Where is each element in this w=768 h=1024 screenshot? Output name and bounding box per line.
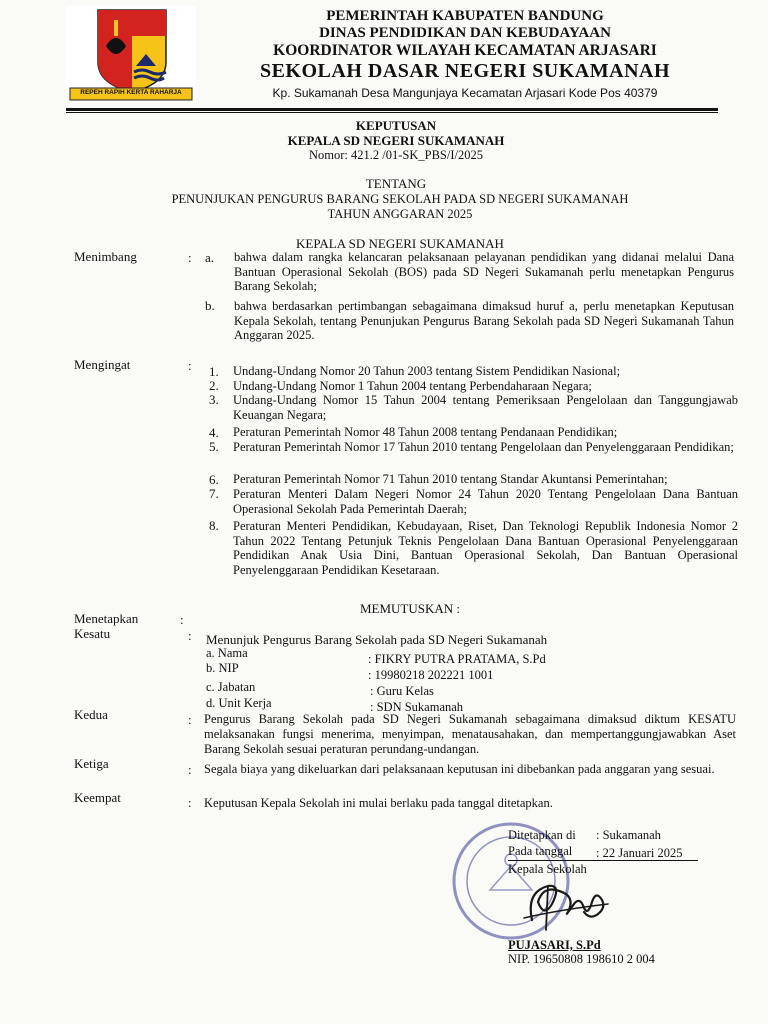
decree-subject-1: PENUNJUKAN PENGURUS BARANG SEKOLAH PADA SD NEGERI SUKAMANAH	[171, 192, 629, 206]
ketiga-text: Segala biaya yang dikeluarkan dari pelaksanaan keputusan ini dibebankan pada anggaran yang sesuai.	[204, 762, 715, 776]
keempat-text: Keputusan Kepala Sekolah ini mulai berlaku pada tanggal ditetapkan.	[204, 796, 553, 810]
signature-date-value: : 22 Januari 2025	[596, 846, 683, 860]
mengingat-item-8: Peraturan Menteri Pendidikan, Kebudayaan, Riset, Dan Teknologi Republik Indonesia Nomor 2 Tahun 2022 Tentang Petunjuk Teknis Pengelolaan Dana Bantuan Operasional Penyelenggaraan Pendidikan Anak Usia Dini, Bantuan Operasional Sekolah, Dan Bantuan Operasional Penyelenggaraan Pendidikan Kesetaraan.	[233, 519, 738, 577]
mengingat-marker-8: 8.	[209, 518, 219, 533]
field-nip-value: : 19980218 202221 1001	[368, 668, 494, 682]
mengingat-item-7: Peraturan Menteri Dalam Negeri Nomor 24 Tahun 2020 Tentang Pengelolaan Dana Bantuan Operasional Sekolah Pada Pemerintah Daerah;	[233, 487, 738, 516]
field-unit-key: d. Unit Kerja	[206, 696, 272, 710]
colon: :	[188, 628, 192, 643]
header-school-name: SEKOLAH DASAR NEGERI SUKAMANAH	[259, 60, 671, 82]
mengingat-marker-3: 3.	[209, 392, 219, 407]
mengingat-item-5: Peraturan Pemerintah Nomor 17 Tahun 2010 tentang Pengelolaan dan Penyelenggaraan Pendidikan;	[233, 440, 734, 454]
colon: :	[188, 712, 192, 727]
signature-place-label: Ditetapkan di	[508, 828, 576, 842]
mengingat-item-3: Undang-Undang Nomor 15 Tahun 2004 tentang Pemeriksaan Pengelolaan dan Tanggungjawab Keuangan Negara;	[233, 393, 738, 422]
menimbang-marker-a: a.	[205, 250, 215, 265]
decree-title: KEPUTUSAN	[355, 118, 437, 133]
colon: :	[180, 612, 184, 627]
header-coordinator: KOORDINATOR WILAYAH KECAMATAN ARJASARI	[273, 42, 657, 59]
colon: :	[188, 358, 192, 373]
menimbang-item-a: bahwa dalam rangka kelancaran pelaksanaan pelayanan pendidikan yang didanai melalui Dana Bantuan Operasional Sekolah (BOS) pada SD Negeri Sukamanah perlu menetapkan Pengurus Barang Sekolah;	[234, 250, 734, 293]
kedua-text: Pengurus Barang Sekolah pada SD Negeri Sukamanah sebagaimana dimaksud diktum KESATU melaksanakan fungsi menerima, menyimpan, menatausahakan, dan mempertanggungjawabkan Aset Barang Sekolah sesuai peraturan perundang-undangan.	[204, 712, 736, 756]
signature-date-label: Pada tanggal	[508, 844, 573, 858]
mengingat-marker-5: 5.	[209, 439, 219, 454]
mengingat-item-2: Undang-Undang Nomor 1 Tahun 2004 tentang Perbendaharaan Negara;	[233, 379, 592, 393]
memutuskan-heading: MEMUTUSKAN :	[359, 601, 461, 616]
field-name-value: : FIKRY PUTRA PRATAMA, S.Pd	[368, 652, 546, 666]
mengingat-marker-7: 7.	[209, 486, 219, 501]
field-unit-value: : SDN Sukamanah	[370, 700, 464, 714]
label-menimbang: Menimbang	[74, 249, 137, 264]
decree-subject-2: TAHUN ANGGARAN 2025	[327, 207, 473, 221]
header-department: DINAS PENDIDIKAN DAN KEBUDAYAAN	[319, 25, 611, 41]
label-mengingat: Mengingat	[74, 357, 131, 372]
logo-ribbon-text: REPEH RAPIH KERTA RAHARJA	[80, 89, 182, 96]
colon: :	[188, 762, 192, 777]
header-rule-thick	[66, 108, 718, 111]
header-government: PEMERINTAH KABUPATEN BANDUNG	[326, 8, 604, 24]
mengingat-item-6: Peraturan Pemerintah Nomor 71 Tahun 2010 tentang Standar Akuntansi Pemerintahan;	[233, 472, 668, 486]
field-position-key: c. Jabatan	[206, 680, 256, 694]
regency-logo	[66, 6, 196, 102]
kesatu-text: Menunjuk Pengurus Barang Sekolah pada SD Negeri Sukamanah	[206, 632, 548, 647]
header-address: Kp. Sukamanah Desa Mangunjaya Kecamatan Arjasari Kode Pos 40379	[272, 86, 658, 100]
label-keempat: Keempat	[74, 790, 121, 805]
mengingat-marker-6: 6.	[209, 472, 219, 487]
decree-issuer: KEPALA SD NEGERI SUKAMANAH	[287, 133, 505, 148]
decree-number: Nomor: 421.2 /01-SK_PBS/I/2025	[309, 148, 483, 162]
mengingat-marker-2: 2.	[209, 378, 219, 393]
colon: :	[188, 795, 192, 810]
menimbang-item-b: bahwa berdasarkan pertimbangan sebagaimana dimaksud huruf a, perlu menetapkan Keputusan Kepala Sekolah, tentang Penunjukan Pengurus Barang Sekolah pada SD Negeri Sukamanah Tahun Anggaran 2025.	[234, 299, 734, 342]
decree-issuer-2: KEPALA SD NEGERI SUKAMANAH	[296, 236, 504, 251]
signature-place-value: : Sukamanah	[596, 828, 661, 842]
label-kedua: Kedua	[74, 707, 108, 722]
field-position-value: : Guru Kelas	[370, 684, 434, 698]
mengingat-marker-1: 1.	[209, 364, 219, 379]
field-nip-key: b. NIP	[206, 661, 239, 675]
label-ketiga: Ketiga	[74, 756, 109, 771]
field-name-key: a. Nama	[206, 646, 248, 660]
label-menetapkan: Menetapkan	[74, 611, 139, 626]
signature-date-underline	[508, 860, 698, 861]
label-kesatu: Kesatu	[74, 626, 111, 641]
mengingat-item-4: Peraturan Pemerintah Nomor 48 Tahun 2008 tentang Pendanaan Pendidikan;	[233, 425, 618, 439]
colon: :	[188, 250, 192, 265]
signature-name: PUJASARI, S.Pd	[508, 938, 601, 952]
signature-position: Kepala Sekolah	[508, 862, 587, 876]
menimbang-marker-b: b.	[205, 298, 215, 313]
signature-nip: NIP. 19650808 198610 2 004	[508, 952, 655, 966]
mengingat-item-1: Undang-Undang Nomor 20 Tahun 2003 tentang Sistem Pendidikan Nasional;	[233, 364, 621, 378]
decree-about: TENTANG	[365, 176, 427, 191]
header-rule-thin	[66, 112, 718, 113]
mengingat-marker-4: 4.	[209, 425, 219, 440]
handwritten-signature	[518, 874, 618, 936]
